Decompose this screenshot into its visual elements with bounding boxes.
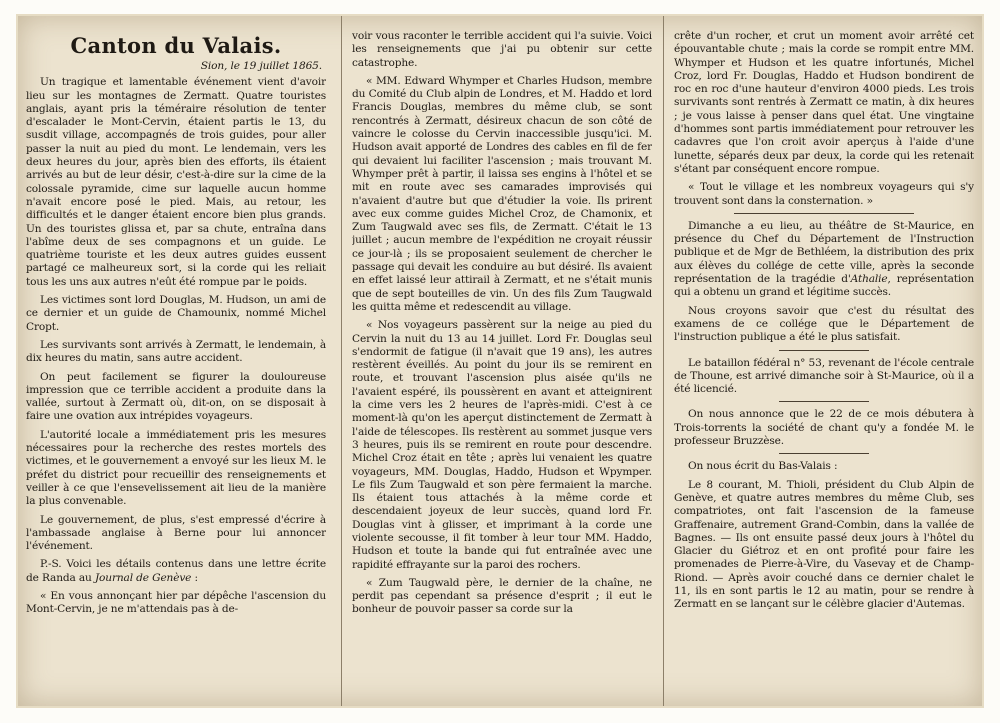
paragraph: Les victimes sont lord Douglas, M. Hudson, un ami de ce dernier et un guide de Chamounix, nommé Michel Cropt. <box>26 294 326 333</box>
paragraph: voir vous raconter le terrible accident qui l'a suivie. Voici les renseignements que j'ai pu obtenir sur cette catastrophe. <box>352 30 652 69</box>
paragraph: crête d'un rocher, et crut un moment avoir arrêté cet épouvantable chute ; mais la corde se rompit entre MM. Whymper et Hudson et les quatre infortunés, Michel Croz, lord Fr. Douglas, Haddo et Hudson bondirent de roc en roc d'une hauteur d'environ 4000 pieds. Les trois survivants sont rentrés à Zermatt ce matin, à dix heures ; je vous laisse à penser dans quel état. Une vingtaine d'hommes sont partis immédiatement pour retrouver les cadavres que l'on croit avoir aperçus à l'aide d'une lunette, séparés deux par deux, la corde qui les retenait s'étant par conséquent encore rompue. <box>674 30 974 175</box>
paragraph: « Nos voyageurs passèrent sur la neige au pied du Cervin la nuit du 13 au 14 juillet. Lord Fr. Douglas seul s'endormit de fatigue (il n'avait que 19 ans), les autres restèrent éveillés. Au point du jour ils se remirent en route, et trouvant l'ascension plus aisée qu'ils ne l'avaient espéré, ils poussèrent en avant et atteignirent la cime vers les 2 heures de l'après-midi. C'est à ce moment-là qu'on les aperçut distinctement de Zermatt à l'aide de télescopes. Ils restèrent au sommet jusque vers 3 heures, puis ils se remirent en route pour descendre. Michel Croz était en tête ; après lui venaient les quatre voyageurs, MM. Douglas, Haddo, Hudson et Wpymper. Le fils Zum Taugwald et son père fermaient la marche. Ils étaient tous attachés à la même corde et descendaient joyeux de leur succès, quand lord Fr. Douglas vint à glisser, et imprimant à la corde une violente secousse, il fit tomber à leur tour MM. Haddo, Hudson et toute la bande qui fut entraînée avec une rapidité effrayante sur la paroi des rochers. <box>352 319 652 571</box>
article-title: Canton du Valais. <box>70 33 282 58</box>
column-1 <box>26 30 326 706</box>
paragraph: Un tragique et lamentable événement vient d'avoir lieu sur les montagnes de Zermatt. Quatre touristes anglais, ayant pris la téméraire résolution de tenter d'escalader le Mont-Cervin, étaient partis le 13, du susdit village, accompagnés de trois guides, pour aller passer la nuit au pied du mont. Le lendemain, vers les deux heures du jour, après bien des efforts, ils étaient arrivés au but de leur désir, c'est-à-dire sur la cime de la colossale pyramide, cime sur laquelle aucun homme n'avait encore posé le pied. Mais, au retour, les difficultés et le danger étaient encore bien plus grands. Un des touristes glissa et, par sa chute, entraîna dans l'abîme deux de ses compagnons et un guide. Le quatrième touriste et les deux autres guides eussent partagé ce malheureux sort, si la corde qui les reliait tous les uns aux autres n'eût été rompue par le poids. <box>26 76 326 288</box>
separator-rule <box>779 453 869 454</box>
news-item-battalion: Le bataillon fédéral n° 53, revenant de l'école centrale de Thoune, est arrivé dimanche soir à St-Maurice, où il a été licencié. <box>674 356 974 396</box>
postscript-paragraph: P.-S. Voici les détails contenus dans une lettre écrite de Randa au Journal de Genève : <box>26 558 326 584</box>
paragraph: « Zum Taugwald père, le dernier de la chaîne, ne perdit pas cependant sa présence d'esprit ; il eut le bonheur de pouvoir passer sa corde sur la <box>352 576 652 616</box>
column-3 <box>674 30 974 706</box>
paragraph: L'autorité locale a immédiatement pris les mesures nécessaires pour la recherche des restes mortels des victimes, et le gouvernement a envoyé sur les lieux M. le préfet du district pour recueillir des renseignements et veiller à ce que l'ensevelissement ait lieu de la manière la plus convenable. <box>26 428 326 508</box>
paragraph: « En vous annonçant hier par dépêche l'ascension du Mont-Cervin, je ne m'attendais pas à de- <box>26 589 326 616</box>
article-dateline: Sion, le 19 juillet 1865. <box>200 60 322 72</box>
paragraph: Le gouvernement, de plus, s'est empressé d'écrire à l'ambassade anglaise à Berne pour lui annoncer l'événement. <box>26 513 326 553</box>
paragraph: Nous croyons savoir que c'est du résultat des examens de ce collége que le Département de l'instruction publique a été le plus satisfait. <box>674 304 974 344</box>
paragraph: « MM. Edward Whymper et Charles Hudson, membre du Comité du Club alpin de Londres, et M. Haddo et lord Francis Douglas, membres du même club, se sont rencontrés à Zermatt, désireux chacun de son côté de vaincre le colosse du Cervin inaccessible jusqu'ici. M. Hudson avait apporté de Londres des cables en fil de fer qui devaient lui faciliter l'ascension ; mais trouvant M. Whymper prêt à partir, il laissa ses engins à l'hôtel et se mit en route avec ses camarades improvisés qui n'avaient d'autre but que d'étudier la voie. Ils prirent avec eux comme guides Michel Croz, de Chamonix, et Zum Taugwald avec ses fils, de Zermatt. C'était le 13 juillet ; aucun membre de l'expédition ne croyait réussir ce jour-là ; ils se proposaient seulement de chercher le passage qui devait les conduire au but désiré. Ils avaient en effet laissé leur attirail à Zermatt, et ne s'était munis que de sept bouteilles de vin. Un des fils Zum Taugwald les quitta même et redescendit au village. <box>352 74 652 313</box>
newspaper-clipping <box>18 16 982 706</box>
separator-rule <box>779 401 869 402</box>
news-item-choir: On nous annonce que le 22 de ce mois débutera à Trois-torrents la société de chant qu'y a fondée M. le professeur Bruzzèse. <box>674 408 974 448</box>
column-rule-left <box>341 16 342 706</box>
news-item-intro: On nous écrit du Bas-Valais : <box>688 460 838 473</box>
journal-name: Journal de Genève <box>94 571 192 584</box>
paragraph: On peut facilement se figurer la douloureuse impression que ce terrible accident a produite dans la vallée, surtout à Zermatt où, dit-on, on se disposait à faire une ovation aux intrépides voyageurs. <box>26 370 326 423</box>
separator-rule <box>779 350 869 351</box>
news-item-college: Dimanche a eu lieu, au théâtre de St-Maurice, en présence du Chef du Département de l'Instruction publique et de Mgr de Bethléem, la distribution des prix aux élèves du collége de cette ville, après la seconde représentation de la tragédie d'Athalie, représentation qui a obtenu un grand et légitime succès. <box>674 219 974 299</box>
news-item-alpine-club: Le 8 courant, M. Thioli, président du Club Alpin de Genève, et quatre autres membres du même Club, ses compatriotes, ont fait l'ascension de la fameuse Graffenaire, autrement Grand-Combin, dans la vallée de Bagnes. — Ils ont ensuite passé deux jours à l'hôtel du Glacier du Giétroz et en ont profité pour faire les promenades de Pierre-à-Vire, du Vasevay et de Champ-Riond. — Après avoir couché dans ce dernier chalet le 11, ils en sont partis le 12 au matin, pour se rendre à Zermatt en se lançant sur le célèbre glacier d'Autemas. <box>674 478 974 611</box>
column-2 <box>352 30 652 706</box>
paragraph: « Tout le village et les nombreux voyageurs qui s'y trouvent sont dans la consternation. » <box>674 181 974 207</box>
column-rule-right <box>663 16 664 706</box>
play-title: Athalie <box>850 273 888 286</box>
separator-rule <box>734 213 914 214</box>
paragraph: Les survivants sont arrivés à Zermatt, le lendemain, à dix heures du matin, sans autre accident. <box>26 338 326 365</box>
